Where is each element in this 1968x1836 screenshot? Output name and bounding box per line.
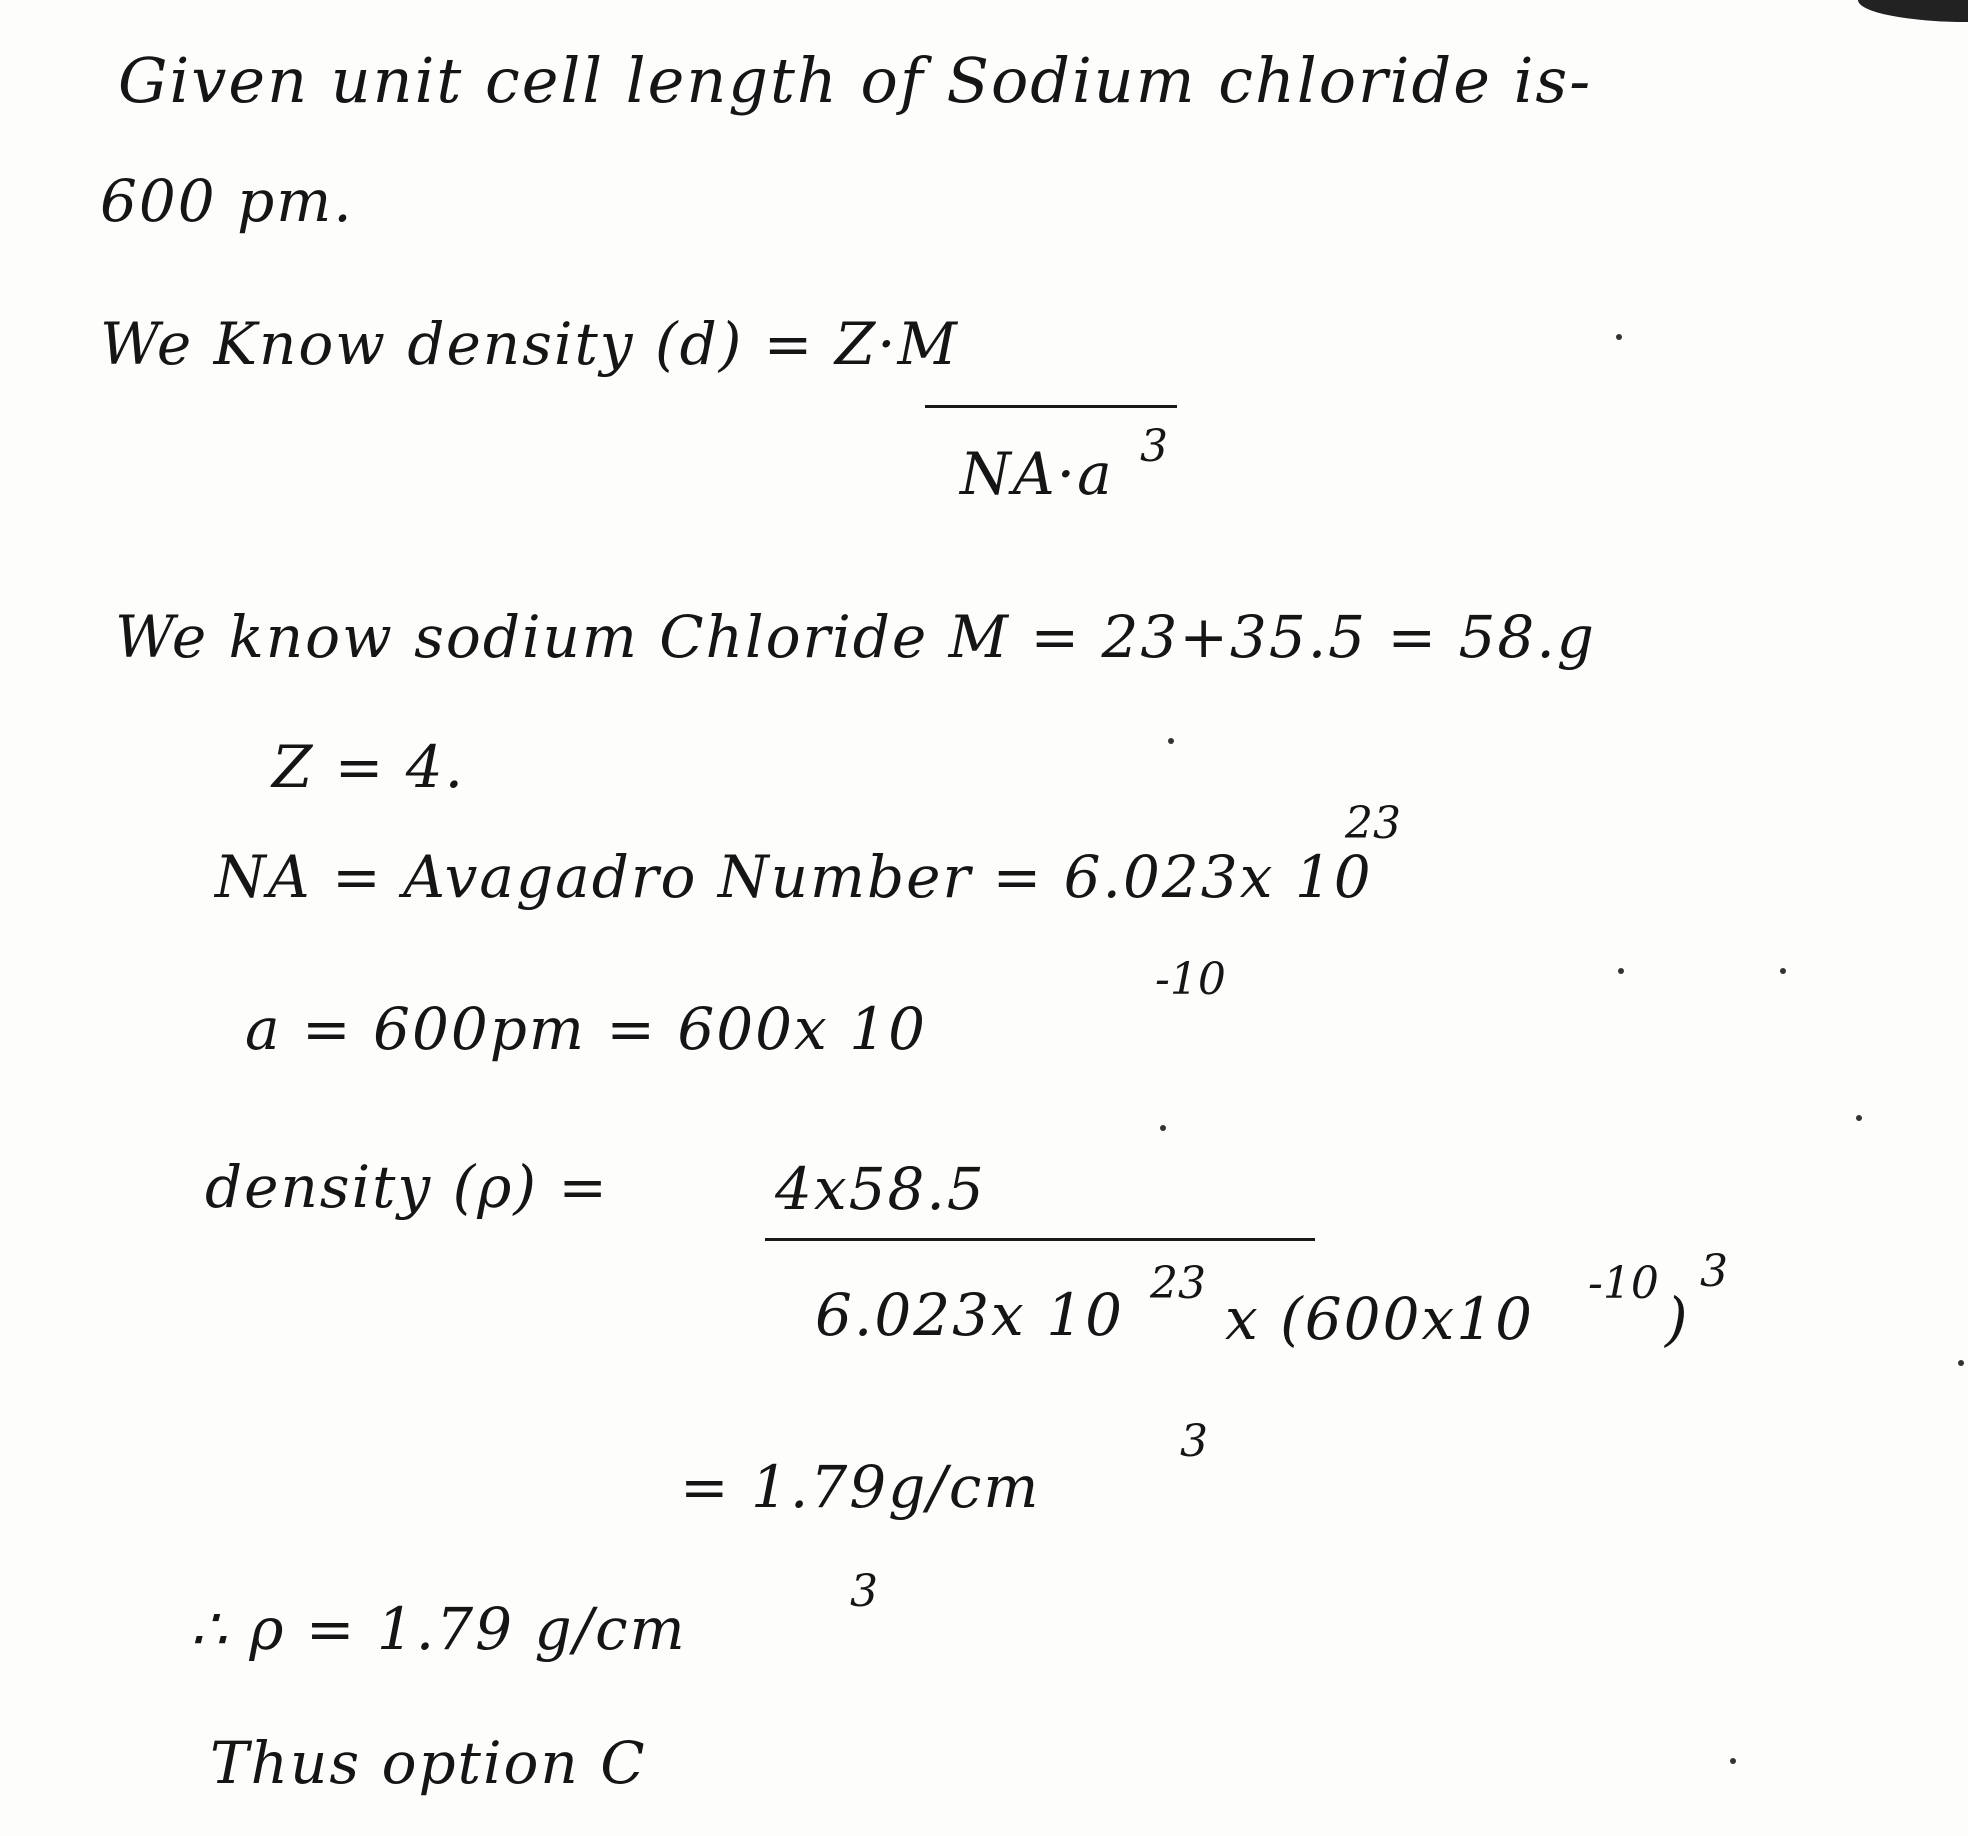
page-corner-shadow [1858,0,1968,22]
paper-speck [1618,968,1624,974]
formula-denominator-exponent: 3 [1140,421,1168,472]
paper-speck [1958,1360,1964,1366]
density-denominator-length: x (600x10 [1225,1285,1534,1353]
conclusion: Thus option C [210,1729,647,1797]
z-value: Z = 4. [272,733,466,801]
paper-speck [1730,1758,1736,1764]
avogadro-line: NA = Avagadro Number = 6.023x 10 [215,843,1373,911]
paper-speck [1168,738,1174,744]
density-denominator-avogadro-exponent: 23 [1150,1258,1206,1309]
edge-length-exponent: -10 [1155,954,1226,1005]
density-denominator-close: ) [1665,1285,1690,1353]
formula-denominator: NA·a [960,440,1114,508]
paper-speck [1780,968,1786,974]
edge-length-line: a = 600pm = 600x 10 [245,995,928,1063]
avogadro-exponent: 23 [1345,798,1401,849]
final-answer-exponent: 3 [850,1566,878,1617]
paper-speck [1856,1115,1862,1121]
density-numerator: 4x58.5 [775,1155,986,1223]
density-fraction-bar [765,1238,1315,1241]
paper-speck [1160,1125,1166,1131]
density-calculation-label: density (ρ) = [205,1153,610,1221]
density-result-exponent: 3 [1180,1416,1208,1467]
fraction-bar [925,405,1177,408]
molar-mass-line: We know sodium Chloride M = 23+35.5 = 58.g [115,603,1596,671]
density-denominator-length-exponent: -10 [1588,1258,1659,1309]
final-answer: ∴ ρ = 1.79 g/cm [190,1595,687,1663]
density-denominator-avogadro: 6.023x 10 [815,1281,1124,1349]
density-result: = 1.79g/cm [680,1453,1041,1521]
paper-speck [1616,334,1622,340]
given-statement: Given unit cell length of Sodium chloride is- [118,44,1593,117]
unit-cell-length: 600 pm. [100,167,354,235]
density-denominator-cube: 3 [1700,1246,1728,1297]
density-formula: We Know density (d) = Z·M [100,310,959,378]
